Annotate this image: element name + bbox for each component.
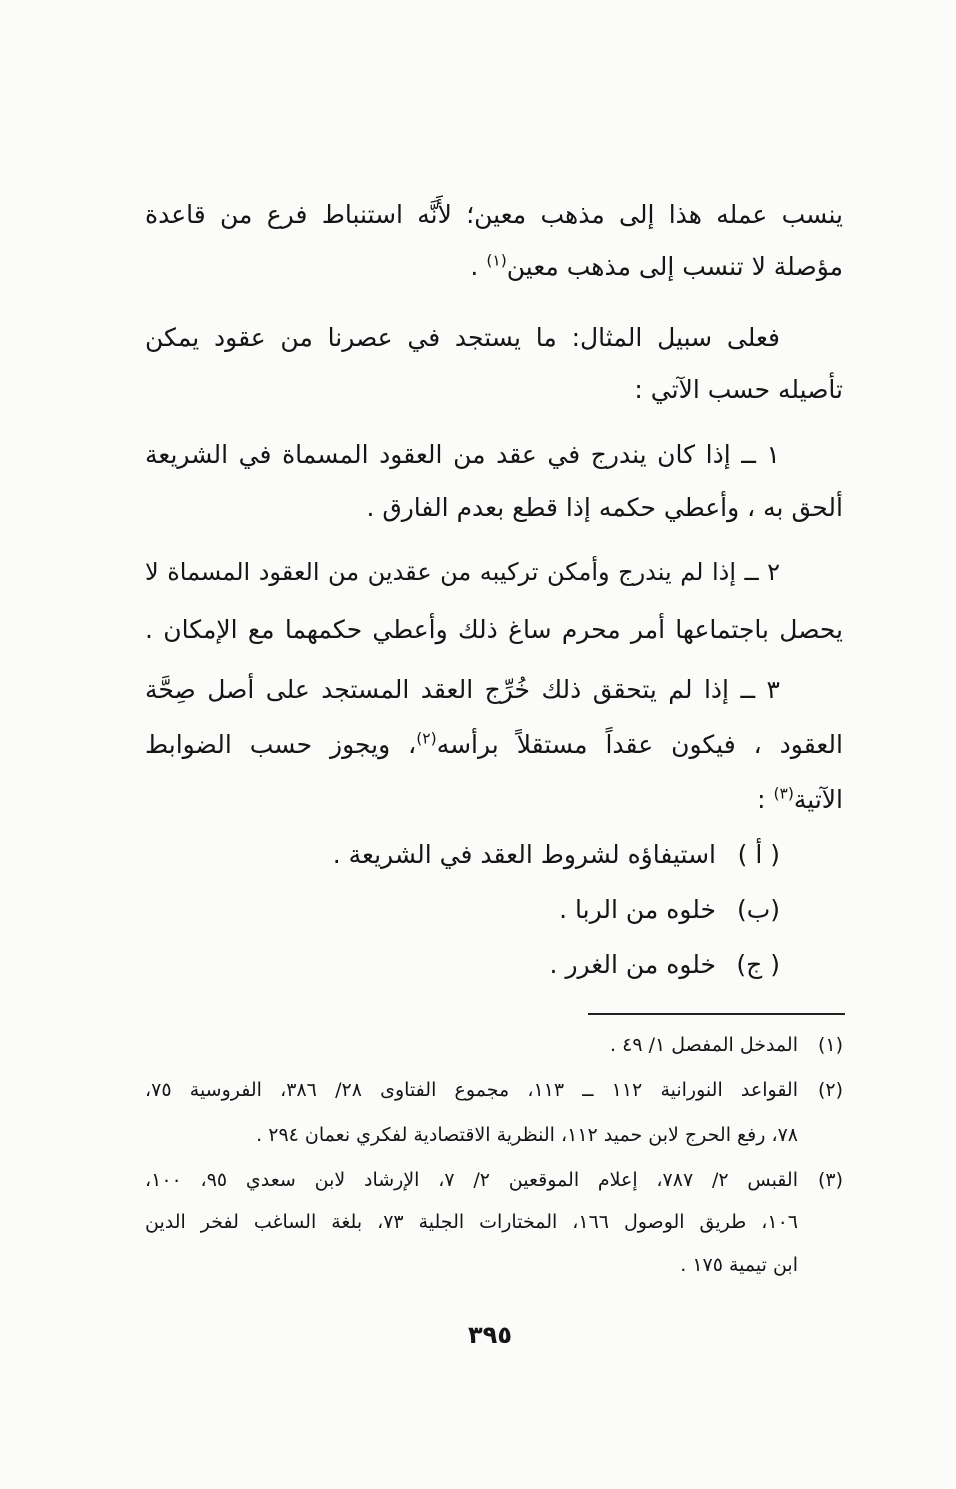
- footnote-line: القواعد النورانية ١١٢ ــ ١١٣، مجموع الفتاوى ٢٨/ ٣٨٦، الفروسية ٧٥،: [145, 1079, 799, 1101]
- numbered-item-line: [145, 483, 843, 533]
- condition-item: [145, 830, 780, 880]
- numbered-item-line: [145, 605, 843, 655]
- condition-text: خلوه من الغرر .: [549, 950, 716, 979]
- numbered-item-line: [145, 430, 780, 480]
- body-line: [145, 313, 780, 363]
- numbered-item-line: [145, 775, 843, 825]
- body-text: ينسب عمله هذا إلى مذهب معين؛ لأَنَّه استنباط فرع من قاعدة: [145, 200, 843, 229]
- body-line: [145, 242, 843, 292]
- item-number: ٢ ــ: [744, 558, 781, 586]
- footnote-line: ابن تيمية ١٧٥ .: [680, 1254, 798, 1276]
- body-text: الآتية: [793, 785, 843, 814]
- footnote-ref: (٢): [416, 729, 437, 748]
- condition-label: ( أ ): [737, 840, 780, 869]
- condition-label: ( ج): [736, 950, 780, 979]
- condition-text: خلوه من الربا .: [559, 895, 716, 924]
- body-text: العقود ، فيكون عقداً مستقلاً برأسه: [436, 730, 843, 759]
- body-text: تأصيله حسب الآتي :: [634, 375, 843, 404]
- footnote-marker: (٢): [817, 1079, 843, 1101]
- condition-label: (ب): [736, 895, 780, 924]
- footnote-line: ١٠٦، طريق الوصول ١٦٦، المختارات الجلية ٧٣، بلغة الساغب لفخر الدين: [145, 1211, 798, 1233]
- page-number: ٣٩٥: [468, 1321, 512, 1349]
- body-text: .: [470, 252, 487, 281]
- footnote-marker: (١): [817, 1034, 843, 1056]
- footnote-ref: (١): [486, 251, 507, 270]
- condition-text: استيفاؤه لشروط العقد في الشريعة .: [332, 840, 716, 869]
- condition-item: [145, 885, 780, 935]
- body-text: يحصل باجتماعها أمر محرم ساغ ذلك وأعطي حكمهما مع الإمكان .: [145, 615, 843, 644]
- numbered-item-line: [145, 720, 843, 770]
- item-number: ١ ــ: [741, 440, 780, 469]
- footnote-ref: (٣): [773, 784, 794, 803]
- numbered-item-line: [145, 547, 780, 597]
- body-text: فعلى سبيل المثال: ما يستجد في عصرنا من عقود يمكن: [145, 323, 780, 352]
- body-text: :: [757, 785, 774, 814]
- condition-item: [145, 940, 780, 990]
- body-text: ، ويجوز حسب الضوابط: [145, 730, 417, 759]
- body-text: إذا لم يتحقق ذلك خُرِّج العقد المستجد على أصل صِحَّة: [145, 675, 729, 704]
- footnote-line: المدخل المفصل ١/ ٤٩ .: [610, 1034, 798, 1056]
- body-text: مؤصلة لا تنسب إلى مذهب معين: [506, 252, 843, 281]
- footnote-line: القبس ٢/ ٧٨٧، إعلام الموقعين ٢/ ٧، الإرشاد لابن سعدي ٩٥، ١٠٠،: [145, 1169, 798, 1191]
- body-line: [145, 365, 843, 415]
- numbered-item-line: [145, 665, 780, 715]
- body-text: ألحق به ، وأعطي حكمه إذا قطع بعدم الفارق .: [366, 493, 843, 522]
- body-text: إذا كان يندرج في عقد من العقود المسماة في الشريعة: [145, 440, 731, 469]
- footnote-marker: (٣): [817, 1169, 843, 1191]
- body-line: [145, 190, 843, 240]
- footnote-separator: [588, 1013, 845, 1015]
- body-text: إذا لم يندرج وأمكن تركيبه من عقدين من العقود المسماة لا: [145, 558, 737, 586]
- item-number: ٣ ــ: [740, 675, 780, 704]
- footnote-line: ٧٨، رفع الحرج لابن حميد ١١٢، النظرية الاقتصادية لفكري نعمان ٢٩٤ .: [256, 1124, 798, 1146]
